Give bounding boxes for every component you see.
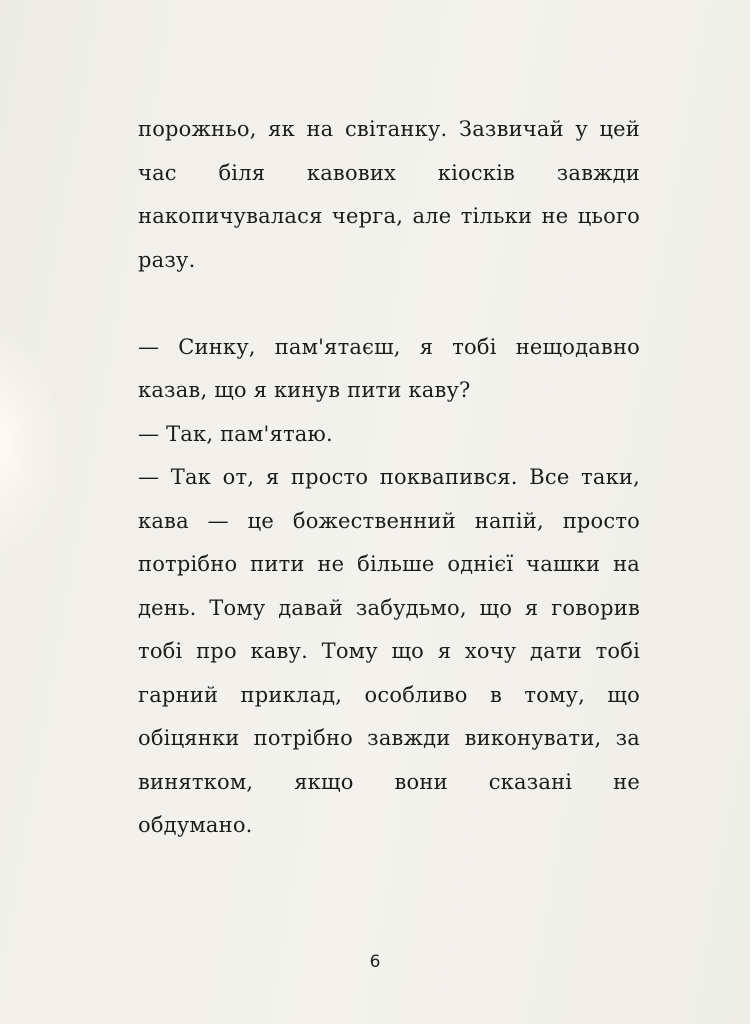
- text-line: час біля кавових кіосків завжди: [138, 160, 640, 185]
- dialogue-line: — Так, пам'ятаю.: [138, 421, 333, 446]
- page-number: 6: [369, 952, 381, 972]
- text-line: день. Тому давай забудьмо, що я говорив: [138, 595, 640, 620]
- text-line: обдумано.: [138, 813, 253, 837]
- text-line: казав, що я кинув пити каву?: [138, 378, 471, 402]
- text-line: винятком, якщо вони сказані не: [138, 769, 640, 794]
- page-shadow-highlight: [0, 330, 60, 560]
- text-line: разу.: [138, 247, 196, 272]
- dialogue-line: — Синку, пам'ятаєш, я тобі нещодавно: [138, 334, 640, 359]
- book-page-text: [138, 108, 640, 848]
- text-line: накопичувалася черга, але тільки не цього: [138, 204, 640, 228]
- dialogue-line: — Так от, я просто поквапився. Все таки,: [138, 465, 640, 489]
- text-line: гарний приклад, особливо в тому, що: [138, 682, 640, 707]
- paragraph-gap: [138, 282, 640, 326]
- text-line: обіцянки потрібно завжди виконувати, за: [138, 726, 640, 750]
- text-line: потрібно пити не більше однієї чашки на: [138, 552, 640, 576]
- text-line: тобі про каву. Тому що я хочу дати тобі: [138, 639, 640, 663]
- text-line: кава — це божественний напій, просто: [138, 508, 640, 533]
- text-line: порожньо, як на світанку. Зазвичай у цей: [138, 117, 640, 141]
